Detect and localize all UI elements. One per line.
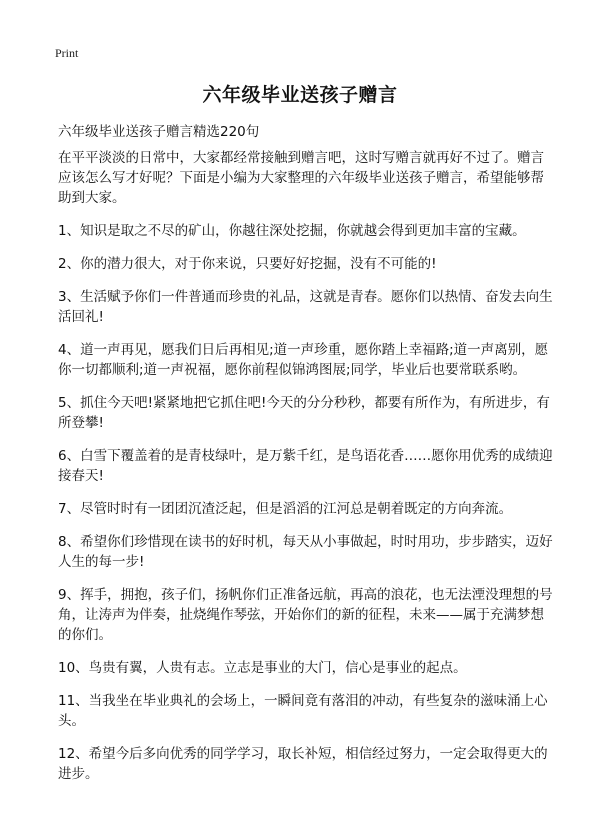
quote-item: 12、希望今后多向优秀的同学学习，取长补短，相信经过努力，一定会取得更大的进步。 xyxy=(58,746,548,782)
quote-item: 7、尽管时时有一团团沉渣泛起，但是滔滔的江河总是朝着既定的方向奔流。 xyxy=(58,501,513,517)
quote-item: 1、知识是取之不尽的矿山，你越往深处挖掘，你就越会得到更加丰富的宝藏。 xyxy=(58,223,526,239)
article-body xyxy=(58,148,556,797)
page-title: 六年级毕业送孩子赠言 xyxy=(202,84,398,106)
quote-item: 5、抓住今天吧!紧紧地把它抓住吧!今天的分分秒秒，都要有所作为，有所进步，有所登攀! xyxy=(58,395,550,431)
quote-item: 11、当我坐在毕业典礼的会场上，一瞬间竟有落泪的冲动，有些复杂的滋味涌上心头。 xyxy=(58,693,548,729)
quote-item: 4、道一声再见，愿我们日后再相见;道一声珍重，愿你踏上幸福路;道一声离别，愿你一切都顺利;道一声祝福，愿你前程似锦鸿图展;同学，毕业后也要常联系哟。 xyxy=(58,342,549,378)
quote-item: 3、生活赋予你们一件普通而珍贵的礼品，这就是青春。愿你们以热情、奋发去向生活回礼! xyxy=(58,289,553,325)
quote-item: 10、鸟贵有翼，人贵有志。立志是事业的大门，信心是事业的起点。 xyxy=(58,660,467,676)
quote-item: 6、白雪下覆盖着的是青枝绿叶，是万紫千红，是鸟语花香……愿你用优秀的成绩迎接春天! xyxy=(58,448,553,484)
quote-item: 8、希望你们珍惜现在读书的好时机，每天从小事做起，时时用功，步步踏实，迈好人生的每一步! xyxy=(58,534,553,570)
intro-paragraph: 在平平淡淡的日常中，大家都经常接触到赠言吧，这时写赠言就再好不过了。赠言应该怎么写才好呢？下面是小编为大家整理的六年级毕业送孩子赠言，希望能够帮助到大家。 xyxy=(58,150,544,206)
print-link[interactable]: Print xyxy=(55,46,79,60)
subtitle: 六年级毕业送孩子赠言精选220句 xyxy=(58,124,260,140)
quote-item: 2、你的潜力很大，对于你来说，只要好好挖掘，没有不可能的! xyxy=(58,256,437,272)
quote-item: 9、挥手，拥抱，孩子们，扬帆你们正准备远航，再高的浪花，也无法湮没理想的号角，让涛声为伴奏，扯烧绳作琴弦，开始你们的新的征程，未来——属于充满梦想的你们。 xyxy=(58,587,553,643)
